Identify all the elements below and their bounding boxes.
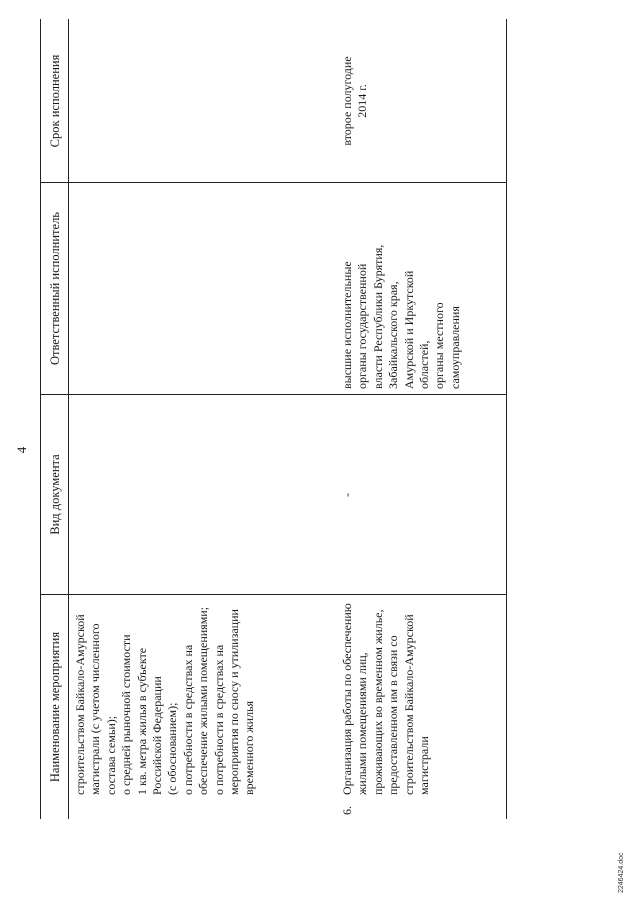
name-line: строительством Байкало-Амурской: [73, 614, 87, 795]
name-line: мероприятия по сносу и утилизации: [227, 609, 242, 795]
header-executor: Ответственный исполнитель: [47, 211, 62, 366]
header-bottom-border: [68, 19, 69, 819]
row-6-executor: [340, 245, 463, 389]
executor-line: Амурской и Иркутской: [401, 270, 416, 389]
executor-line: Забайкальского края,: [386, 281, 401, 389]
name-line: состава семьи);: [103, 715, 118, 795]
header-deadline: Срок исполнения: [47, 54, 62, 148]
executor-line: самоуправления: [447, 306, 462, 389]
name-line: магистрали (с учетом численного: [88, 623, 103, 795]
executor-line: органы государственной: [355, 263, 370, 389]
name-line: Организация работы по обеспечению: [340, 603, 354, 795]
executor-line: власти Республики Бурятия,: [370, 244, 385, 389]
name-line: строительством Байкало-Амурской: [401, 614, 416, 795]
name-line: обеспечение жилыми помещениями;: [196, 606, 211, 795]
name-line: о потребности в средствах на: [180, 644, 195, 795]
table-bottom-border: [506, 19, 507, 819]
name-line: (с обоснованием);: [165, 702, 180, 795]
executor-line: органы местного: [432, 302, 447, 389]
header-name: Наименование мероприятия: [47, 631, 62, 783]
name-line: магистрали: [417, 736, 432, 795]
document-id-footer: 2246424.doc: [618, 852, 625, 893]
name-line: временного жилья: [242, 700, 257, 795]
column-divider-1: [40, 594, 507, 595]
row-6-number: 6.: [340, 806, 354, 815]
row-6-deadline: [340, 20, 371, 182]
name-line: предоставленном им в связи со: [386, 635, 401, 795]
continued-row-name: [73, 607, 258, 795]
header-doc-type: Вид документа: [47, 454, 62, 535]
executor-line: высшие исполнительные: [340, 261, 354, 389]
executor-line: областей,: [417, 340, 432, 389]
name-line: о потребности в средствах на: [211, 644, 226, 795]
deadline-line: второе полугодие: [340, 56, 354, 146]
deadline-line: 2014 г.: [355, 84, 370, 118]
column-divider-3: [40, 182, 507, 183]
row-6-name: [340, 603, 432, 795]
name-line: проживающих во временном жилье,: [370, 609, 385, 795]
row-6-doc-type: -: [340, 493, 354, 497]
name-line: 1 кв. метра жилья в субъекте: [134, 647, 149, 795]
table-top-border: [40, 19, 41, 819]
name-line: Российской Федерации: [150, 676, 165, 795]
name-line: жилыми помещениями лиц,: [355, 652, 370, 795]
column-divider-2: [40, 394, 507, 395]
page-number: 4: [14, 446, 29, 454]
name-line: о средней рыночной стоимости: [119, 634, 134, 795]
